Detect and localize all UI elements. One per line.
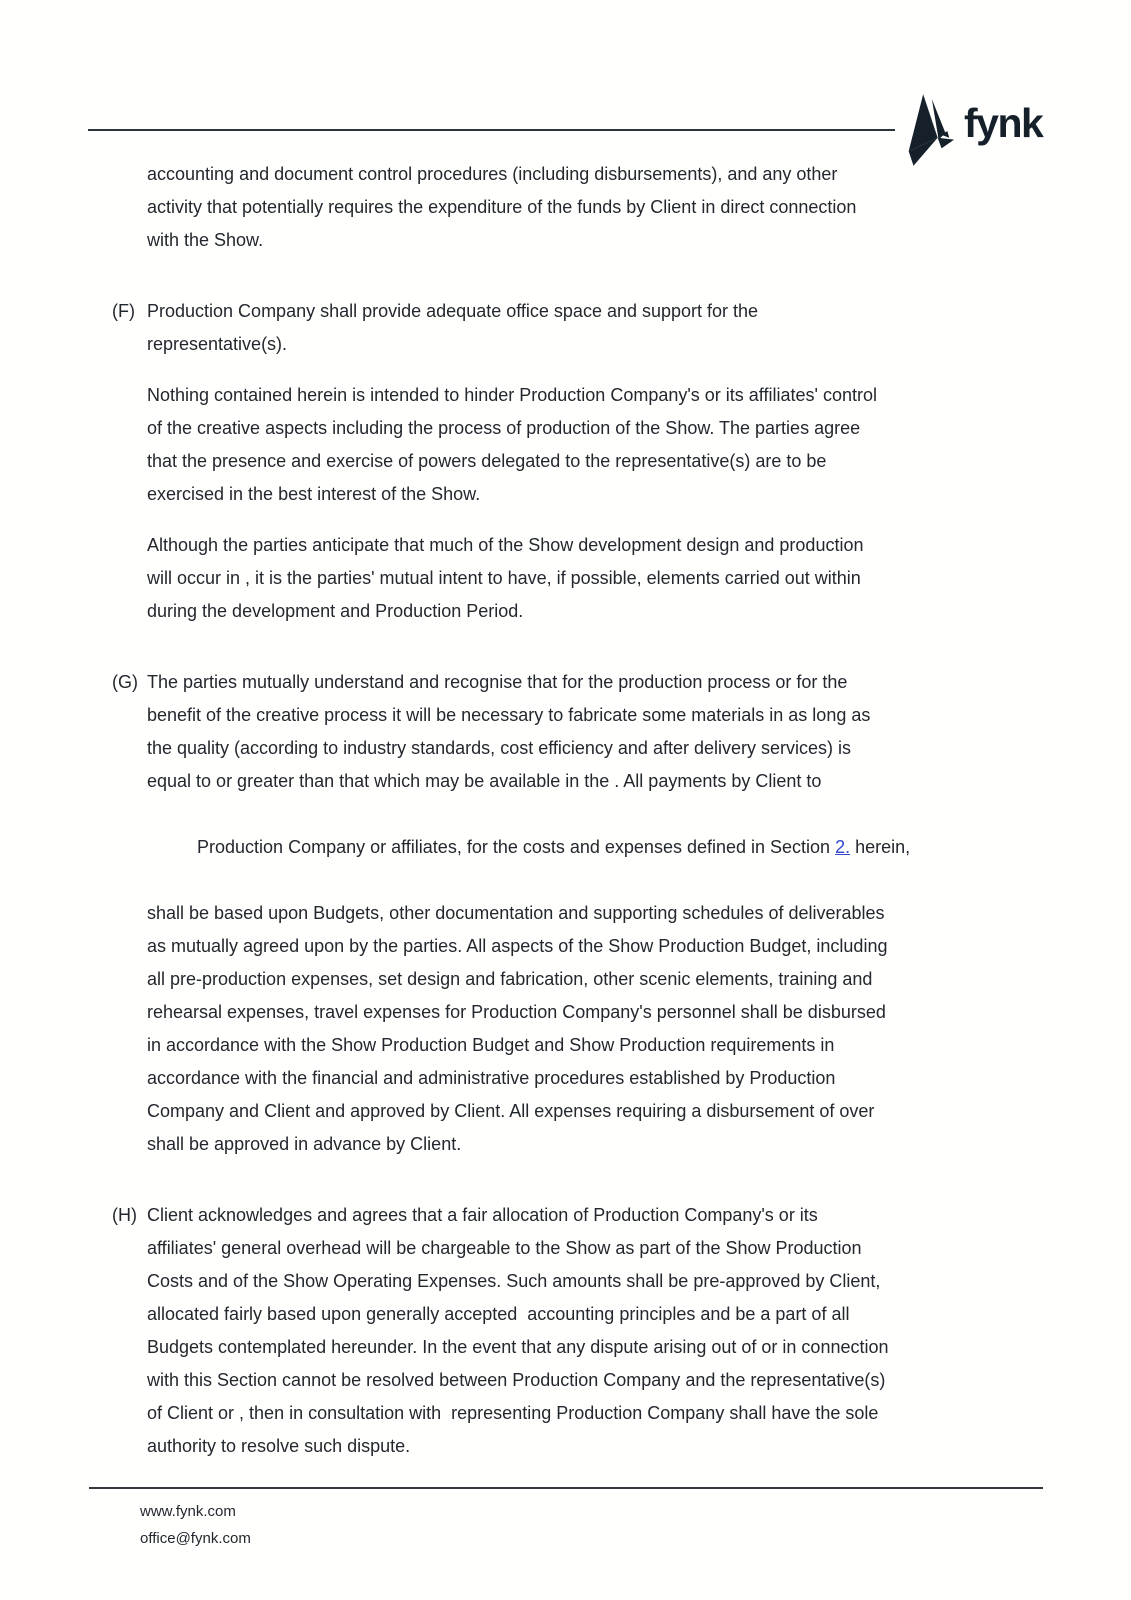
text-segment: herein, xyxy=(850,837,911,857)
text-line: The parties mutually understand and recognise that for the production process or for the xyxy=(147,672,848,692)
header-divider xyxy=(88,129,895,131)
text-line: Although the parties anticipate that much of the Show development design and production xyxy=(147,535,864,555)
text-line: Costs and of the Show Operating Expenses. Such amounts shall be pre-approved by Client, xyxy=(147,1271,881,1291)
text-line: shall be approved in advance by Client. xyxy=(147,1134,462,1154)
text-line: authority to resolve such dispute. xyxy=(147,1436,411,1456)
footer-email: office@fynk.com xyxy=(140,1530,251,1547)
text-line: exercised in the best interest of the Show. xyxy=(147,484,481,504)
clause-label: (H) xyxy=(112,1205,137,1225)
clause-label: (G) xyxy=(112,672,138,692)
paragraph xyxy=(147,529,1029,628)
paragraph xyxy=(147,1199,1029,1463)
intro-paragraph xyxy=(147,158,1029,257)
text-line: accordance with the financial and administrative procedures established by Production xyxy=(147,1068,836,1088)
text-line: the quality (according to industry standards, cost efficiency and after delivery services) is xyxy=(147,738,851,758)
text-line: Client acknowledges and agrees that a fair allocation of Production Company's or its xyxy=(147,1205,818,1225)
text-line: rehearsal expenses, travel expenses for Production Company's personnel shall be disbursed xyxy=(147,1002,886,1022)
text-line: that the presence and exercise of powers delegated to the representative(s) are to be xyxy=(147,451,827,471)
clause-item-H xyxy=(112,1199,1029,1463)
text-line: will occur in , it is the parties' mutual intent to have, if possible, elements carried out within xyxy=(147,568,861,588)
text-line: Company and Client and approved by Client. All expenses requiring a disbursement of over xyxy=(147,1101,875,1121)
footer-website: www.fynk.com xyxy=(140,1503,236,1520)
text-line: equal to or greater than that which may be available in the . All payments by Client to xyxy=(147,771,822,791)
text-line: during the development and Production Period. xyxy=(147,601,524,621)
text-line: as mutually agreed upon by the parties. All aspects of the Show Production Budget, including xyxy=(147,936,888,956)
clause-item-F xyxy=(112,295,1029,628)
text-line: Nothing contained herein is intended to hinder Production Company's or its affiliates' control xyxy=(147,385,877,405)
text-line: accounting and document control procedures (including disbursements), and any other xyxy=(147,164,838,184)
document-body xyxy=(112,158,1029,1463)
paragraph xyxy=(147,379,1029,511)
text-line: affiliates' general overhead will be chargeable to the Show as part of the Show Production xyxy=(147,1238,862,1258)
clause-label: (F) xyxy=(112,301,135,321)
paragraph xyxy=(147,666,1029,1161)
text-line: representative(s). xyxy=(147,334,288,354)
text-line: with the Show. xyxy=(147,230,264,250)
text-line: in accordance with the Show Production Budget and Show Production requirements in xyxy=(147,1035,835,1055)
text-line: Budgets contemplated hereunder. In the event that any dispute arising out of or in connection xyxy=(147,1337,889,1357)
text-line: all pre-production expenses, set design and fabrication, other scenic elements, training and xyxy=(147,969,873,989)
origami-bird-icon xyxy=(899,94,957,166)
text-line: of Client or , then in consultation with representing Production Company shall have the sole xyxy=(147,1403,879,1423)
text-line: with this Section cannot be resolved between Production Company and the representative(s) xyxy=(147,1370,886,1390)
text-line-with-link xyxy=(147,798,1029,897)
text-line: allocated fairly based upon generally accepted accounting principles and be a part of all xyxy=(147,1304,850,1324)
footer xyxy=(140,1498,251,1552)
text-segment: Production Company or affiliates, for the costs and expenses defined in Section xyxy=(197,837,836,857)
text-line: benefit of the creative process it will be necessary to fabricate some materials in as long as xyxy=(147,705,871,725)
footer-divider xyxy=(89,1487,1043,1489)
brand-logo xyxy=(899,94,1042,166)
paragraph xyxy=(147,295,1029,361)
text-line: of the creative aspects including the process of production of the Show. The parties agree xyxy=(147,418,861,438)
clause-item-G xyxy=(112,666,1029,1161)
text-line: shall be based upon Budgets, other documentation and supporting schedules of deliverables xyxy=(147,903,885,923)
text-line: activity that potentially requires the expenditure of the funds by Client in direct connection xyxy=(147,197,857,217)
section-2-link[interactable]: 2. xyxy=(835,837,851,857)
text-line: Production Company shall provide adequate office space and support for the xyxy=(147,301,759,321)
brand-wordmark: fynk xyxy=(964,99,1043,146)
